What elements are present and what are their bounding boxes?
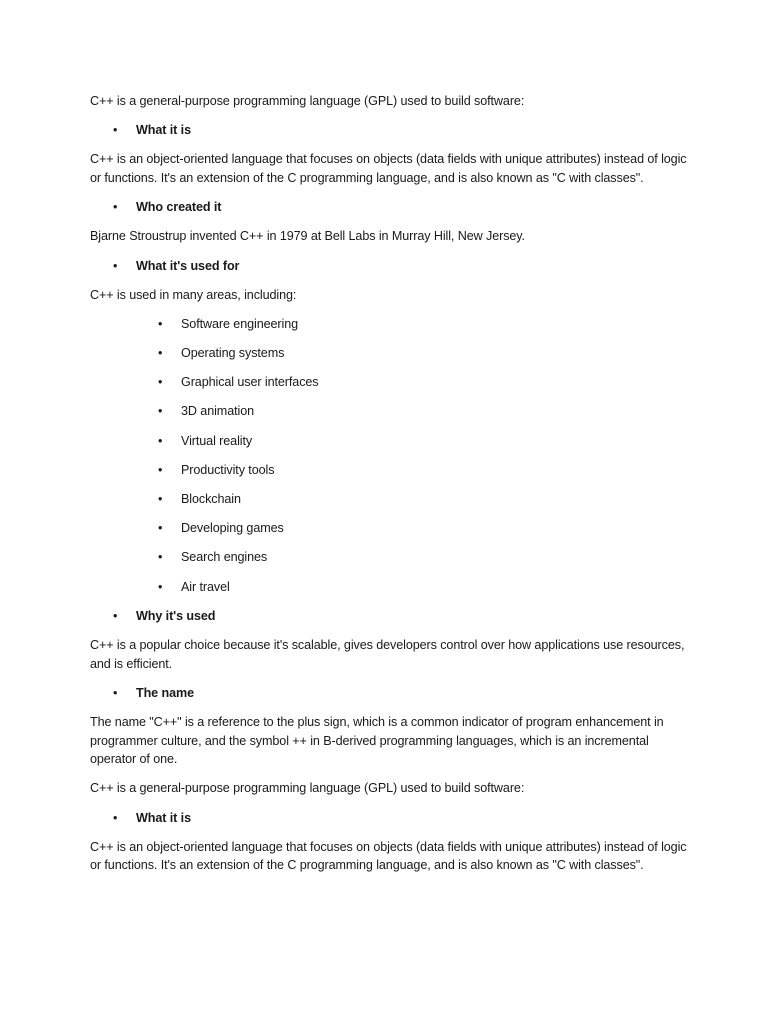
bullet-icon: • — [158, 404, 163, 419]
list-item — [90, 402, 690, 421]
uses-list — [90, 315, 690, 596]
list-item — [90, 432, 690, 451]
list-item-text: Virtual reality — [181, 433, 253, 448]
heading-text: What it's used for — [136, 258, 240, 273]
what-it-is-heading-repeat — [90, 809, 690, 828]
bullet-icon: • — [113, 608, 118, 623]
list-item-text: Graphical user interfaces — [181, 375, 319, 390]
who-created-it-heading — [90, 198, 690, 217]
heading-text: The name — [136, 685, 194, 700]
document-page — [90, 92, 690, 885]
list-item — [90, 315, 690, 334]
the-name-paragraph: The name "C++" is a reference to the plus sign, which is a common indicator of program enhancement in programmer culture, and the symbol ++ in B-derived programming languages, which is an incremental operator of one. — [90, 714, 664, 767]
heading-text: Who created it — [136, 200, 222, 215]
bullet-icon: • — [158, 462, 163, 477]
intro-paragraph: C++ is a general-purpose programming language (GPL) used to build software: — [90, 94, 525, 108]
bullet-icon: • — [158, 521, 163, 536]
bullet-icon: • — [158, 550, 163, 565]
heading-text: What it is — [136, 810, 191, 825]
list-item-text: Search engines — [181, 550, 268, 565]
bullet-icon: • — [158, 316, 163, 331]
list-item — [90, 548, 690, 567]
list-item-text: Developing games — [181, 521, 284, 536]
bullet-icon: • — [113, 200, 118, 215]
what-it-is-paragraph: C++ is an object-oriented language that focuses on objects (data fields with unique attributes) instead of logic or functions. It's an extension of the C programming language, and is also known as "C with classes". — [90, 152, 687, 185]
bullet-icon: • — [113, 810, 118, 825]
list-item-text: Productivity tools — [181, 462, 275, 477]
list-item-text: Operating systems — [181, 346, 285, 361]
list-item-text: 3D animation — [181, 404, 255, 419]
list-item — [90, 578, 690, 597]
used-for-heading — [90, 257, 690, 276]
list-item — [90, 519, 690, 538]
bullet-icon: • — [158, 492, 163, 507]
the-name-heading — [90, 684, 690, 703]
intro-paragraph-repeat: C++ is a general-purpose programming language (GPL) used to build software: — [90, 781, 525, 796]
list-item — [90, 490, 690, 509]
bullet-icon: • — [113, 123, 118, 138]
who-created-it-paragraph: Bjarne Stroustrup invented C++ in 1979 at Bell Labs in Murray Hill, New Jersey. — [90, 229, 525, 244]
list-item — [90, 344, 690, 363]
used-for-paragraph: C++ is used in many areas, including: — [90, 287, 297, 302]
list-item — [90, 373, 690, 392]
list-item — [90, 461, 690, 480]
list-item-text: Software engineering — [181, 316, 299, 331]
list-item-text: Air travel — [181, 579, 230, 594]
bullet-icon: • — [158, 346, 163, 361]
what-it-is-heading — [90, 121, 690, 140]
bullet-icon: • — [158, 375, 163, 390]
heading-text: What it is — [136, 123, 191, 138]
why-used-paragraph: C++ is a popular choice because it's scalable, gives developers control over how applications use resources, and is efficient. — [90, 637, 685, 671]
what-it-is-paragraph-repeat: C++ is an object-oriented language that focuses on objects (data fields with unique attributes) instead of logic or functions. It's an extension of the C programming language, and is also known as "C with classes". — [90, 839, 687, 873]
bullet-icon: • — [158, 579, 163, 594]
bullet-icon: • — [158, 433, 163, 448]
bullet-icon: • — [113, 258, 118, 273]
why-used-heading — [90, 607, 690, 626]
bullet-icon: • — [113, 685, 118, 700]
heading-text: Why it's used — [136, 608, 216, 623]
list-item-text: Blockchain — [181, 492, 241, 507]
